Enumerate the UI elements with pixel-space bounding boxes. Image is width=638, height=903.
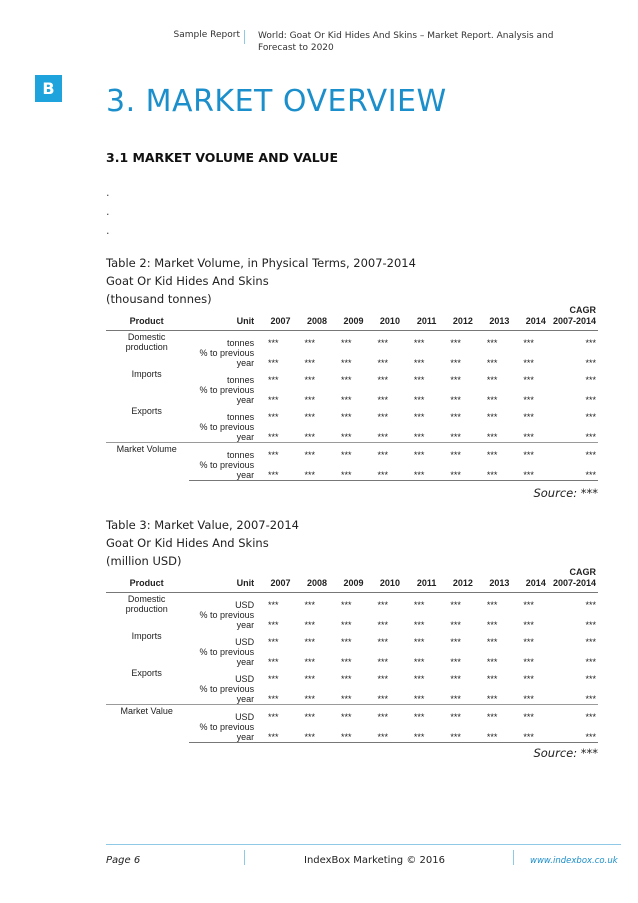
table2-subtitle: Goat Or Kid Hides And Skins [106, 274, 269, 288]
value-cell: *** [438, 460, 474, 481]
cagr-cell: *** [585, 358, 596, 368]
footer-page-number: Page 6 [106, 855, 141, 866]
indexbox-logo-icon: B [35, 75, 62, 102]
value-cell: *** [256, 722, 292, 743]
value-cell: *** [268, 412, 279, 422]
value-cell: *** [523, 694, 534, 704]
value-cell: *** [268, 395, 279, 405]
cagr-cell: *** [585, 637, 596, 647]
table-row [106, 443, 598, 461]
cagr-cell: *** [585, 432, 596, 442]
cagr-cell: *** [585, 694, 596, 704]
value-cell: *** [523, 620, 534, 630]
unit-cell: % to previous year [199, 610, 255, 630]
product-cell: Market Volume [106, 443, 189, 481]
value-cell: *** [450, 694, 461, 704]
value-cell: *** [438, 722, 474, 743]
value-cell: *** [413, 358, 425, 368]
column-header: CAGR 2007-2014 [548, 567, 598, 593]
column-header: 2009 [329, 305, 365, 331]
value-cell: *** [340, 395, 352, 405]
column-header: 2010 [365, 305, 401, 331]
value-cell: *** [304, 412, 316, 422]
value-cell: *** [340, 358, 352, 368]
value-cell: *** [340, 620, 352, 630]
value-cell: *** [413, 637, 425, 647]
cagr-cell: *** [585, 412, 596, 422]
column-header: 2011 [402, 567, 438, 593]
column-header: 2007 [256, 305, 292, 331]
value-cell: *** [486, 358, 498, 368]
unit-cell: USD [235, 674, 255, 684]
column-header: Product [106, 567, 189, 593]
column-header: 2014 [511, 305, 547, 331]
product-cell: Exports [131, 406, 162, 416]
value-cell: *** [268, 657, 279, 667]
value-cell: *** [304, 432, 316, 442]
footer-divider [106, 844, 621, 845]
value-cell: *** [413, 375, 425, 385]
value-cell: *** [268, 338, 279, 348]
value-cell: *** [450, 358, 461, 368]
value-cell: *** [523, 358, 534, 368]
product-cell: Domestic production [125, 332, 168, 352]
value-cell: *** [486, 375, 498, 385]
header-report-title: World: Goat Or Kid Hides And Skins – Market Report. Analysis and Forecast to 2020 [258, 31, 554, 53]
value-cell: *** [340, 674, 352, 684]
cagr-cell: *** [548, 443, 598, 461]
value-cell: *** [268, 375, 279, 385]
unit-cell: USD [189, 705, 256, 723]
value-cell: *** [304, 600, 316, 610]
table3-source: Source: *** [533, 746, 598, 760]
omitted-text-dots [106, 183, 110, 240]
value-cell: *** [377, 375, 388, 385]
header-report-type: Sample Report [173, 30, 240, 40]
value-cell: *** [377, 694, 388, 704]
value-cell: *** [523, 600, 534, 610]
column-header: 2012 [438, 567, 474, 593]
unit-cell: % to previous year [199, 385, 255, 405]
value-cell: *** [377, 432, 388, 442]
value-cell: *** [475, 705, 511, 723]
cagr-cell: *** [585, 338, 596, 348]
value-cell: *** [304, 637, 316, 647]
value-cell: *** [511, 722, 547, 743]
table-row [106, 331, 598, 349]
value-cell: *** [523, 674, 534, 684]
header-divider [244, 30, 245, 44]
cagr-cell: *** [585, 375, 596, 385]
unit-cell: % to previous year [199, 348, 255, 368]
value-cell: *** [475, 443, 511, 461]
value-cell: *** [438, 443, 474, 461]
table2-unit-note: (thousand tonnes) [106, 292, 212, 306]
value-cell: *** [268, 600, 279, 610]
product-cell: Market Value [106, 705, 189, 743]
value-cell: *** [413, 395, 425, 405]
value-cell: *** [413, 657, 425, 667]
unit-cell: tonnes [227, 338, 255, 348]
value-cell: *** [413, 620, 425, 630]
table-header-row [106, 305, 598, 331]
value-cell: *** [304, 358, 316, 368]
table3-subtitle: Goat Or Kid Hides And Skins [106, 536, 269, 550]
value-cell: *** [486, 600, 498, 610]
unit-cell: USD [235, 600, 255, 610]
value-cell: *** [450, 674, 461, 684]
value-cell: *** [304, 375, 316, 385]
value-cell: *** [340, 432, 352, 442]
value-cell: *** [268, 358, 279, 368]
value-cell: *** [413, 674, 425, 684]
value-cell: *** [450, 657, 461, 667]
value-cell: *** [486, 637, 498, 647]
value-cell: *** [450, 412, 461, 422]
unit-cell: % to previous year [199, 422, 255, 442]
value-cell: *** [268, 620, 279, 630]
unit-cell: tonnes [189, 443, 256, 461]
cagr-cell: *** [585, 395, 596, 405]
column-header: 2007 [256, 567, 292, 593]
value-cell: *** [523, 412, 534, 422]
table-row [106, 368, 598, 385]
footer-separator [513, 850, 514, 865]
value-cell: *** [304, 395, 316, 405]
value-cell: *** [486, 657, 498, 667]
table2-title: Table 2: Market Volume, in Physical Terms, 2007-2014 [106, 256, 416, 270]
dot-line: . [106, 205, 110, 218]
table-header-row [106, 567, 598, 593]
product-cell: Imports [131, 631, 162, 641]
value-cell: *** [293, 722, 329, 743]
table-row [106, 667, 598, 684]
table3-unit-note: (million USD) [106, 554, 182, 568]
value-cell: *** [365, 443, 401, 461]
value-cell: *** [268, 694, 279, 704]
value-cell: *** [256, 443, 292, 461]
value-cell: *** [304, 694, 316, 704]
table3-title: Table 3: Market Value, 2007-2014 [106, 518, 300, 532]
table-row [106, 630, 598, 647]
column-header: CAGR 2007-2014 [548, 305, 598, 331]
section-title: 3.1 MARKET VOLUME AND VALUE [106, 150, 338, 165]
market-value-table [106, 567, 598, 743]
unit-cell: USD [235, 637, 255, 647]
value-cell: *** [329, 460, 365, 481]
value-cell: *** [377, 338, 388, 348]
value-cell: *** [486, 432, 498, 442]
column-header: Unit [189, 305, 256, 331]
value-cell: *** [438, 705, 474, 723]
value-cell: *** [450, 432, 461, 442]
footer-copyright: IndexBox Marketing © 2016 [304, 855, 445, 866]
value-cell: *** [304, 674, 316, 684]
value-cell: *** [293, 460, 329, 481]
value-cell: *** [511, 443, 547, 461]
value-cell: *** [365, 705, 401, 723]
product-cell: Domestic production [125, 594, 168, 614]
value-cell: *** [486, 674, 498, 684]
value-cell: *** [475, 722, 511, 743]
unit-cell: tonnes [227, 412, 255, 422]
cagr-cell: *** [548, 705, 598, 723]
market-volume-table [106, 305, 598, 481]
value-cell: *** [523, 395, 534, 405]
value-cell: *** [377, 620, 388, 630]
value-cell: *** [486, 694, 498, 704]
value-cell: *** [365, 460, 401, 481]
value-cell: *** [304, 338, 316, 348]
value-cell: *** [486, 620, 498, 630]
value-cell: *** [340, 375, 352, 385]
dot-line: . [106, 224, 110, 237]
value-cell: *** [340, 600, 352, 610]
value-cell: *** [304, 620, 316, 630]
value-cell: *** [377, 358, 388, 368]
value-cell: *** [511, 705, 547, 723]
value-cell: *** [340, 657, 352, 667]
value-cell: *** [413, 694, 425, 704]
value-cell: *** [402, 460, 438, 481]
page-title: 3. MARKET OVERVIEW [106, 84, 447, 119]
value-cell: *** [377, 600, 388, 610]
column-header: 2008 [293, 305, 329, 331]
table2-caption [106, 254, 416, 308]
unit-cell: % to previous year [189, 722, 256, 743]
value-cell: *** [268, 637, 279, 647]
value-cell: *** [402, 443, 438, 461]
value-cell: *** [450, 375, 461, 385]
value-cell: *** [450, 637, 461, 647]
value-cell: *** [486, 412, 498, 422]
value-cell: *** [304, 657, 316, 667]
value-cell: *** [486, 338, 498, 348]
value-cell: *** [450, 620, 461, 630]
cagr-cell: *** [548, 460, 598, 481]
cagr-cell: *** [585, 674, 596, 684]
column-header: Product [106, 305, 189, 331]
value-cell: *** [377, 637, 388, 647]
value-cell: *** [329, 443, 365, 461]
product-cell: Exports [131, 668, 162, 678]
value-cell: *** [293, 705, 329, 723]
value-cell: *** [340, 412, 352, 422]
cagr-cell: *** [548, 722, 598, 743]
value-cell: *** [413, 338, 425, 348]
value-cell: *** [377, 674, 388, 684]
cagr-cell: *** [585, 620, 596, 630]
dot-line: . [106, 186, 110, 199]
value-cell: *** [511, 460, 547, 481]
value-cell: *** [377, 412, 388, 422]
footer-website-link[interactable]: www.indexbox.co.uk [530, 856, 618, 866]
value-cell: *** [365, 722, 401, 743]
column-header: 2013 [475, 567, 511, 593]
value-cell: *** [377, 657, 388, 667]
table-row [106, 705, 598, 723]
value-cell: *** [268, 432, 279, 442]
column-header: 2013 [475, 305, 511, 331]
column-header: 2012 [438, 305, 474, 331]
value-cell: *** [450, 338, 461, 348]
value-cell: *** [450, 600, 461, 610]
value-cell: *** [340, 338, 352, 348]
value-cell: *** [329, 705, 365, 723]
product-cell: Imports [131, 369, 162, 379]
unit-cell: % to previous year [199, 647, 255, 667]
value-cell: *** [256, 705, 292, 723]
value-cell: *** [523, 637, 534, 647]
unit-cell: % to previous year [199, 684, 255, 704]
value-cell: *** [475, 460, 511, 481]
table-row [106, 593, 598, 611]
value-cell: *** [340, 694, 352, 704]
footer-separator [244, 850, 245, 865]
value-cell: *** [293, 443, 329, 461]
value-cell: *** [413, 412, 425, 422]
value-cell: *** [413, 600, 425, 610]
cagr-cell: *** [585, 600, 596, 610]
column-header: Unit [189, 567, 256, 593]
table3-caption [106, 516, 299, 570]
value-cell: *** [377, 395, 388, 405]
value-cell: *** [523, 432, 534, 442]
value-cell: *** [402, 722, 438, 743]
value-cell: *** [340, 637, 352, 647]
value-cell: *** [523, 657, 534, 667]
column-header: 2011 [402, 305, 438, 331]
value-cell: *** [523, 338, 534, 348]
value-cell: *** [450, 395, 461, 405]
value-cell: *** [523, 375, 534, 385]
value-cell: *** [256, 460, 292, 481]
column-header: 2014 [511, 567, 547, 593]
column-header: 2010 [365, 567, 401, 593]
table-row [106, 405, 598, 422]
table2-source: Source: *** [533, 486, 598, 500]
value-cell: *** [268, 674, 279, 684]
column-header: 2008 [293, 567, 329, 593]
value-cell: *** [329, 722, 365, 743]
value-cell: *** [402, 705, 438, 723]
value-cell: *** [486, 395, 498, 405]
value-cell: *** [413, 432, 425, 442]
column-header: 2009 [329, 567, 365, 593]
unit-cell: % to previous year [189, 460, 256, 481]
cagr-cell: *** [585, 657, 596, 667]
unit-cell: tonnes [227, 375, 255, 385]
